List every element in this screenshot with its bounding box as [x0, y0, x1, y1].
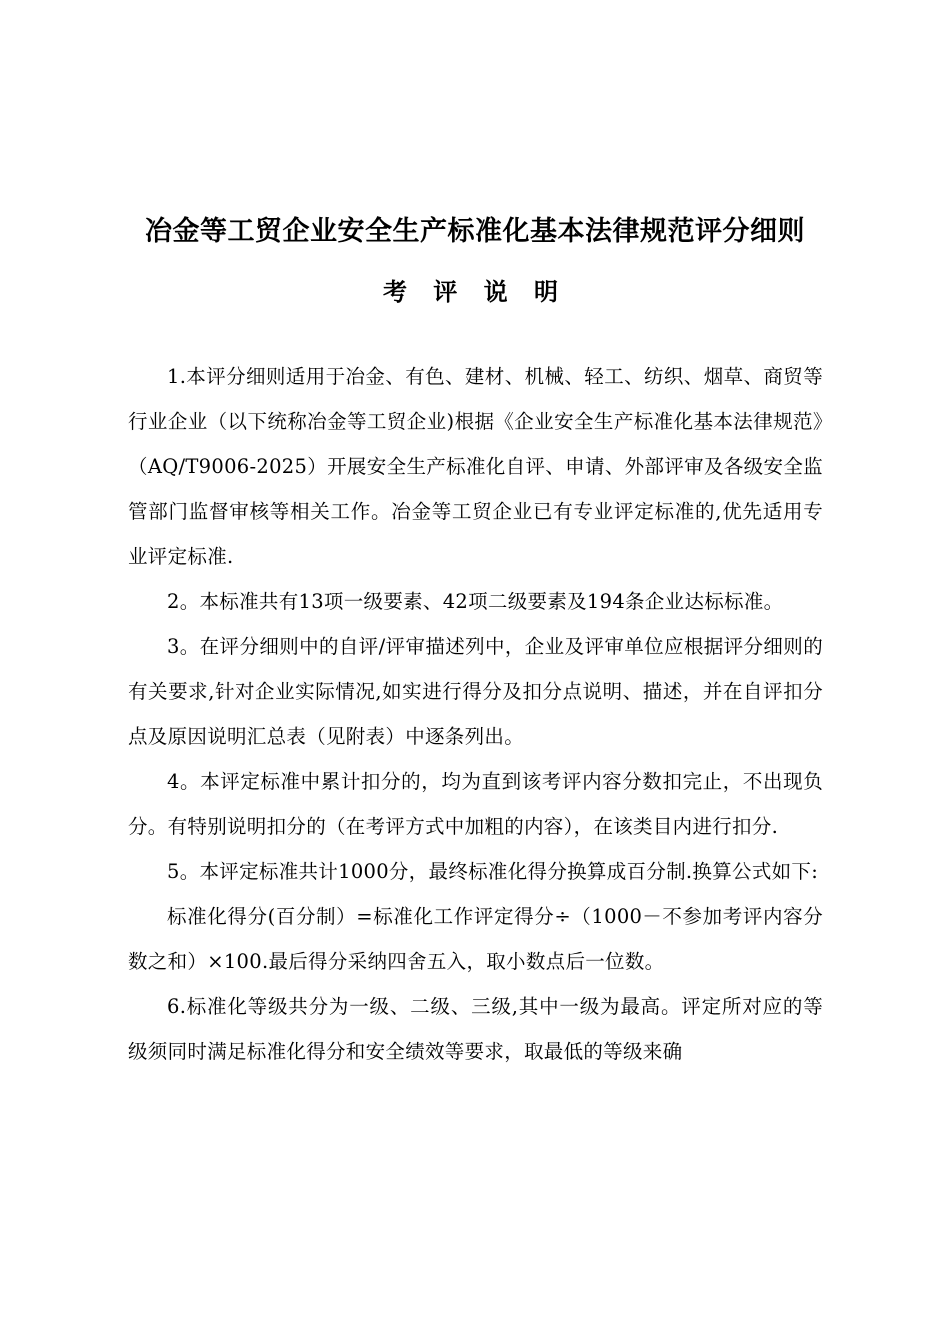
paragraph-4: 4。本评定标准中累计扣分的，均为直到该考评内容分数扣完止，不出现负分。有特别说明扣分的（在考评方式中加粗的内容），在该类目内进行扣分.: [128, 770, 823, 838]
paragraph-5: 5。本评定标准共计1000分，最终标准化得分换算成百分制.换算公式如下:: [167, 860, 819, 883]
paragraph-1: 1.本评分细则适用于冶金、有色、建材、机械、轻工、纺织、烟草、商贸等行业企业（以下统称冶金等工贸企业)根据《企业安全生产标准化基本法律规范》（AQ/T9006-2025）开展安全生产标准化自评、申请、外部评审及各级安全监管部门监督审核等相关工作。冶金等工贸企业已有专业评定标准的,优先适用专业评定标准.: [128, 365, 823, 568]
paragraph-2: 2。本标准共有13项一级要素、42项二级要素及194条企业达标标准。: [167, 590, 784, 613]
paragraph-formula: 标准化得分(百分制）=标准化工作评定得分÷（1000－不参加考评内容分数之和）×100.最后得分采纳四舍五入，取小数点后一位数。: [128, 905, 823, 973]
document-title: 冶金等工贸企业安全生产标准化基本法律规范评分细则: [145, 216, 805, 247]
paragraph-6: 6.标准化等级共分为一级、二级、三级,其中一级为最高。评定所对应的等级须同时满足标准化得分和安全绩效等要求，取最低的等级来确: [128, 995, 823, 1063]
document-body: [128, 354, 823, 1074]
document-subtitle: 考 评 说 明: [382, 278, 568, 306]
paragraph-3: 3。在评分细则中的自评/评审描述列中，企业及评审单位应根据评分细则的有关要求,针对企业实际情况,如实进行得分及扣分点说明、描述，并在自评扣分点及原因说明汇总表（见附表）中逐条列出。: [128, 635, 823, 748]
